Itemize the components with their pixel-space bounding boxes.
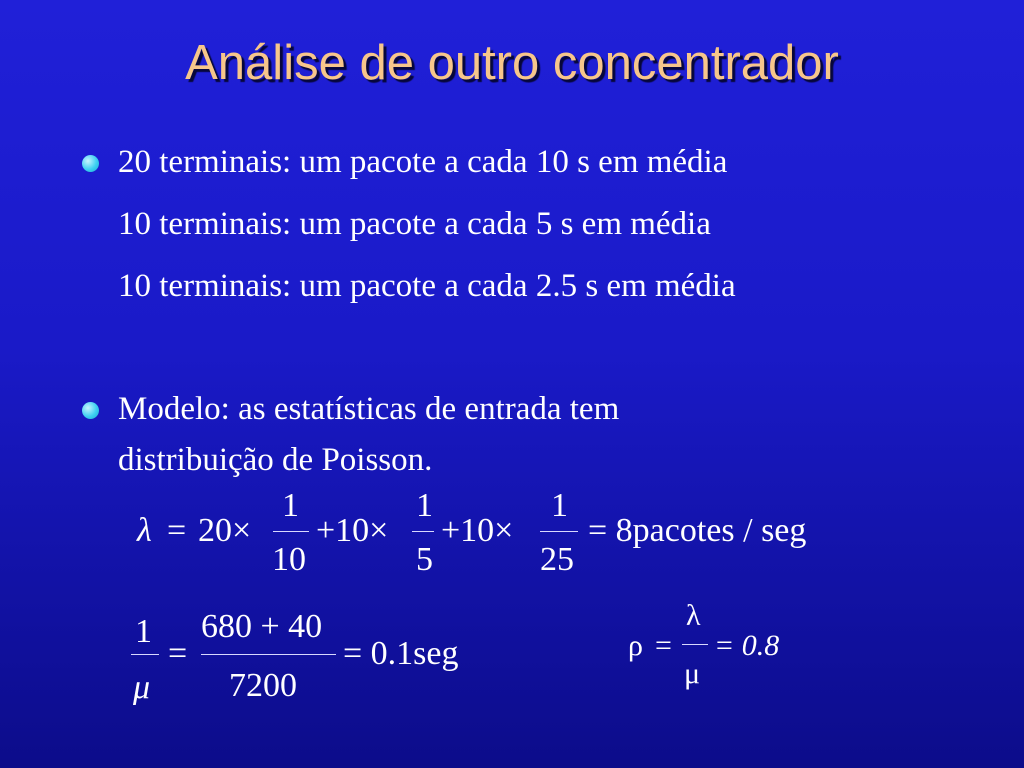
- lambda-frac-3-bar: [540, 531, 578, 532]
- lambda-frac-2-num: 1: [416, 487, 433, 524]
- rho-symbol: ρ: [628, 629, 643, 662]
- lambda-coef-3: +10×: [441, 512, 514, 549]
- mu-lhs-num: 1: [135, 613, 152, 650]
- lambda-frac-2-den: 5: [416, 541, 433, 578]
- mu-lhs-bar: [131, 654, 159, 655]
- bullet-1-line-1: 20 terminais: um pacote a cada 10 s em média: [118, 144, 728, 180]
- lambda-frac-1-bar: [273, 531, 309, 532]
- mu-result: = 0.1seg: [343, 635, 459, 672]
- bullet-1-line-3: 10 terminais: um pacote a cada 2.5 s em média: [118, 268, 736, 304]
- lambda-coef-2: +10×: [316, 512, 389, 549]
- bullet-1-line-2: 10 terminais: um pacote a cada 5 s em média: [118, 206, 711, 242]
- mu-denominator: 7200: [229, 667, 297, 704]
- bullet-2-line-2: distribuição de Poisson.: [118, 442, 433, 478]
- lambda-frac-2-bar: [412, 531, 434, 532]
- bullet-2-line-1: Modelo: as estatísticas de entrada tem: [118, 391, 620, 427]
- lambda-frac-3-den: 25: [540, 541, 574, 578]
- lambda-symbol: λ: [137, 512, 152, 549]
- lambda-coef-1: 20×: [198, 512, 252, 549]
- rho-equals: =: [655, 629, 672, 662]
- lambda-frac-3-num: 1: [551, 487, 568, 524]
- mu-bar: [201, 654, 336, 655]
- mu-lhs-den: μ: [133, 669, 151, 706]
- lambda-frac-1-num: 1: [282, 487, 299, 524]
- mu-equals: =: [168, 635, 188, 672]
- rho-numerator: λ: [686, 599, 701, 632]
- lambda-frac-1-den: 10: [272, 541, 306, 578]
- mu-numerator: 680 + 40: [201, 608, 323, 645]
- bullet-dot-icon: [82, 155, 99, 172]
- lambda-result: = 8pacotes / seg: [588, 512, 807, 549]
- lambda-equals: =: [167, 512, 187, 549]
- rho-result: = 0.8: [714, 629, 780, 662]
- slide-title: Análise de outro concentrador: [185, 36, 839, 90]
- rho-bar: [682, 644, 708, 645]
- bullet-dot-icon: [82, 402, 99, 419]
- rho-denominator: μ: [684, 657, 701, 690]
